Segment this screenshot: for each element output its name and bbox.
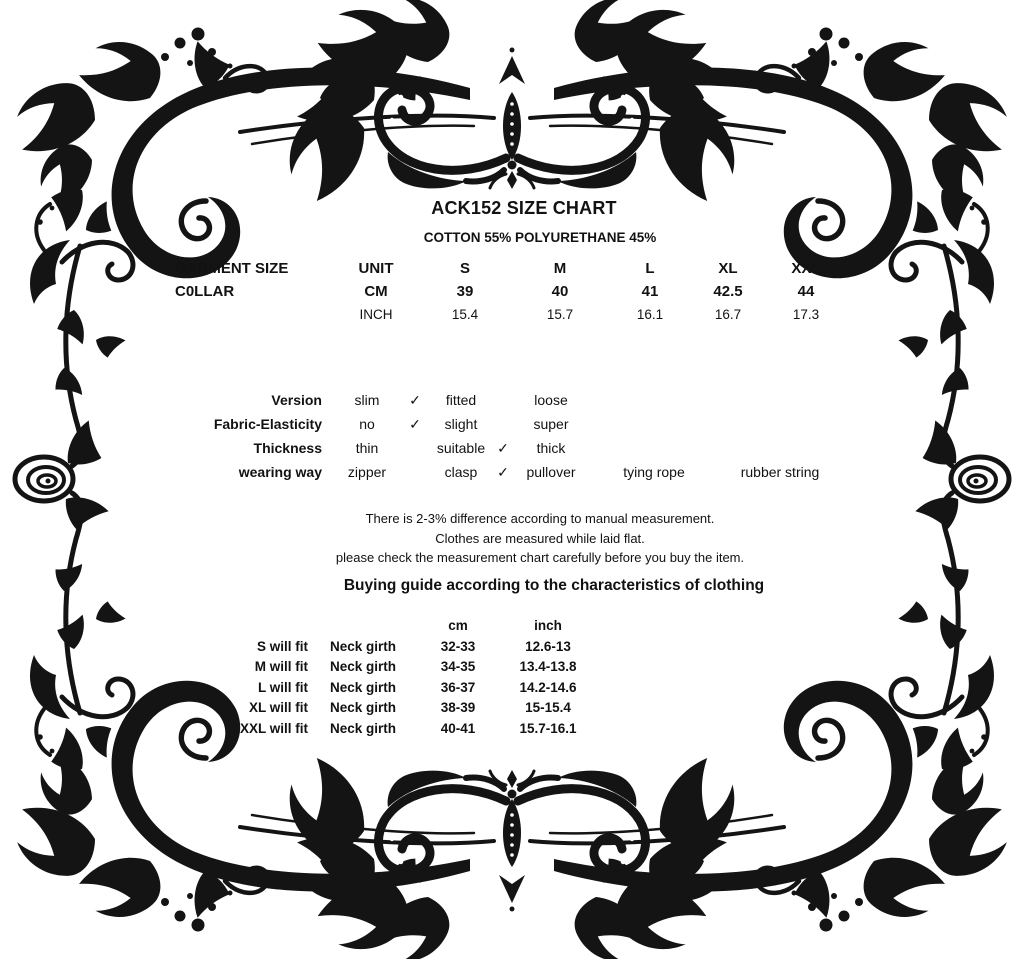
note-line: please check the measurement chart carefully before you buy the item. bbox=[335, 550, 745, 565]
size-table-value: 44 bbox=[797, 283, 815, 300]
feature-option: no bbox=[359, 416, 375, 432]
size-table-header-m: M bbox=[553, 260, 567, 277]
buying-guide-measure: Neck girth bbox=[329, 700, 397, 715]
note-line: There is 2-3% difference according to manual measurement. bbox=[365, 511, 715, 526]
buying-guide-heading: Buying guide according to the characteristics of clothing bbox=[343, 577, 765, 594]
check-icon bbox=[494, 388, 512, 412]
feature-option bbox=[590, 436, 718, 460]
buying-guide-fit: XXL will fit bbox=[239, 720, 308, 736]
buying-guide-inch: 14.2-14.6 bbox=[519, 679, 577, 695]
feature-label: Version bbox=[271, 392, 322, 408]
features-table bbox=[160, 388, 842, 484]
feature-option bbox=[718, 412, 842, 436]
feature-option: pullover bbox=[526, 464, 576, 480]
size-table-header-s: S bbox=[459, 260, 470, 277]
check-icon: ✓ bbox=[497, 464, 509, 480]
size-table-header-l: L bbox=[645, 260, 655, 277]
size-table bbox=[175, 257, 854, 326]
size-table-header-xxl: XXL bbox=[791, 260, 821, 277]
buying-guide-table bbox=[200, 616, 596, 739]
feature-option: thick bbox=[536, 440, 566, 456]
buying-guide-spacer bbox=[310, 616, 416, 637]
page-title: ACK152 SIZE CHART bbox=[431, 198, 617, 218]
size-table-value: 39 bbox=[456, 283, 474, 300]
buying-guide-cm: 32-33 bbox=[440, 638, 476, 654]
buying-guide-fit: M will fit bbox=[254, 659, 308, 674]
size-table-row-label bbox=[175, 303, 340, 326]
size-table-unit-inch: INCH bbox=[359, 307, 393, 322]
buying-guide-fit: XL will fit bbox=[248, 700, 308, 715]
buying-guide-measure: Neck girth bbox=[329, 679, 397, 695]
size-table-value: 15.7 bbox=[546, 307, 574, 322]
check-icon bbox=[402, 460, 428, 484]
buying-guide-fit: S will fit bbox=[256, 638, 308, 654]
size-table-header-unit: UNIT bbox=[358, 260, 394, 277]
check-icon: ✓ bbox=[497, 440, 509, 456]
size-table-value: 16.7 bbox=[714, 307, 742, 322]
size-table-value: 17.3 bbox=[792, 307, 820, 322]
buying-guide-header-inch: inch bbox=[534, 618, 562, 633]
size-table-value: 42.5 bbox=[713, 283, 743, 300]
buying-guide-fit: L will fit bbox=[258, 679, 308, 695]
feature-option: slim bbox=[354, 392, 380, 408]
buying-guide-cm: 38-39 bbox=[440, 700, 476, 715]
buying-guide-cm: 40-41 bbox=[440, 720, 476, 736]
check-icon bbox=[494, 412, 512, 436]
buying-guide-cm: 36-37 bbox=[440, 679, 476, 695]
note-line: Clothes are measured while laid flat. bbox=[435, 530, 645, 546]
feature-label: wearing way bbox=[238, 464, 322, 480]
buying-guide-spacer bbox=[200, 616, 310, 637]
feature-option bbox=[718, 388, 842, 412]
feature-option: suitable bbox=[436, 440, 486, 456]
feature-option: tying rope bbox=[623, 464, 685, 480]
feature-option: fitted bbox=[445, 392, 477, 408]
feature-option: zipper bbox=[347, 464, 387, 480]
check-icon: ✓ bbox=[409, 392, 421, 408]
feature-option bbox=[718, 436, 842, 460]
measurement-notes bbox=[152, 509, 928, 568]
size-table-value: 16.1 bbox=[636, 307, 664, 322]
check-icon bbox=[402, 436, 428, 460]
check-icon: ✓ bbox=[409, 416, 421, 432]
buying-guide-header-cm: cm bbox=[448, 618, 468, 633]
feature-label: Thickness bbox=[253, 440, 322, 456]
feature-option: slight bbox=[444, 416, 478, 432]
feature-option: rubber string bbox=[740, 464, 820, 480]
size-table-value: 40 bbox=[551, 283, 569, 300]
buying-guide-inch: 15-15.4 bbox=[525, 700, 571, 715]
buying-guide-measure: Neck girth bbox=[329, 638, 397, 654]
buying-guide-inch: 12.6-13 bbox=[525, 638, 571, 654]
size-table-header-garment-size: GARMENT SIZE bbox=[175, 260, 289, 277]
feature-option: super bbox=[533, 416, 569, 432]
size-table-unit-cm: CM bbox=[364, 283, 388, 300]
feature-option: thin bbox=[355, 440, 379, 456]
buying-guide-measure: Neck girth bbox=[329, 720, 397, 736]
size-table-value: 41 bbox=[641, 283, 659, 300]
feature-label: Fabric-Elasticity bbox=[213, 416, 322, 432]
feature-option: clasp bbox=[444, 464, 478, 480]
buying-guide-inch: 15.7-16.1 bbox=[519, 720, 577, 736]
buying-guide-measure: Neck girth bbox=[329, 659, 397, 674]
buying-guide-inch: 13.4-13.8 bbox=[519, 659, 577, 674]
feature-option bbox=[590, 388, 718, 412]
feature-option: loose bbox=[534, 392, 568, 408]
buying-guide-cm: 34-35 bbox=[440, 659, 476, 674]
page-subtitle: COTTON 55% POLYURETHANE 45% bbox=[423, 230, 657, 245]
size-table-row-label: C0LLAR bbox=[175, 283, 235, 300]
size-table-header-xl: XL bbox=[718, 260, 738, 277]
size-table-value: 15.4 bbox=[451, 307, 479, 322]
feature-option bbox=[590, 412, 718, 436]
